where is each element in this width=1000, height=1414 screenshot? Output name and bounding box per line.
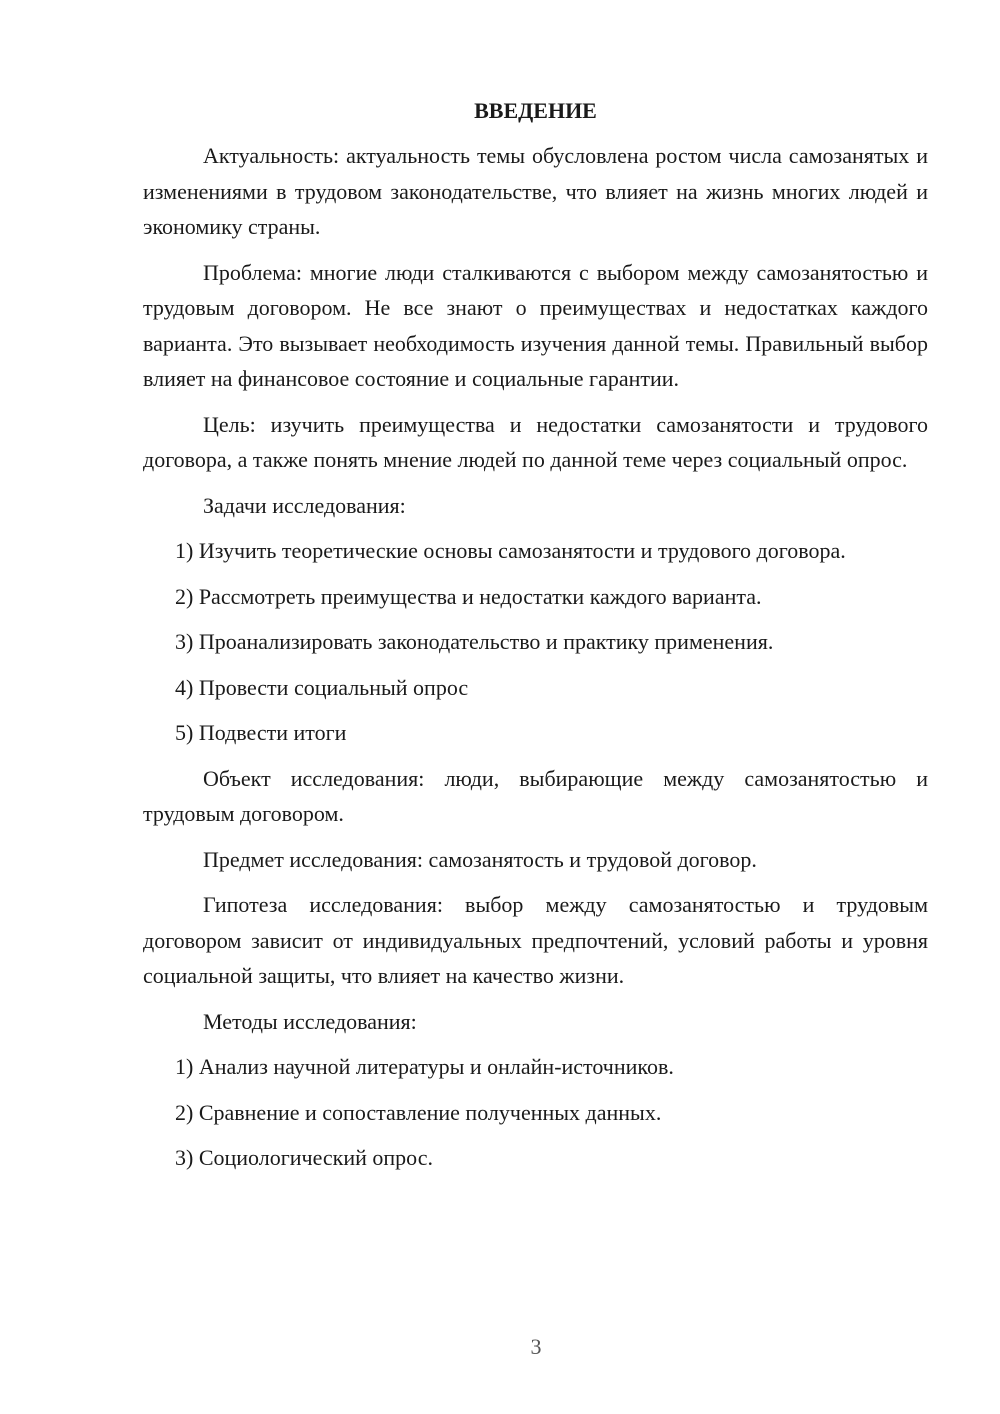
problem-paragraph: Проблема: многие люди сталкиваются с выбором между самозанятостью и трудовым договором. Не все знают о преимуществах и недостатках каждого варианта. Это вызывает необходимость изучения данной темы. Правильный выбор влияет на финансовое состояние и социальные гарантии. — [143, 259, 928, 391]
page-content — [143, 96, 928, 1186]
hypothesis-paragraph: Гипотеза исследования: выбор между самозанятостью и трудовым договором зависит от индивидуальных предпочтений, условий работы и уровня социальной защиты, что влияет на качество жизни. — [143, 892, 928, 988]
subject-paragraph: Предмет исследования: самозанятость и трудовой договор. — [203, 846, 757, 872]
task-item-4: 4) Провести социальный опрос — [175, 674, 469, 700]
methods-heading: Методы исследования: — [203, 1008, 417, 1034]
task-item-5: 5) Подвести итоги — [175, 720, 347, 745]
relevance-paragraph: Актуальность: актуальность темы обусловлена ростом числа самозанятых и изменениями в трудовом законодательстве, что влияет на жизнь многих людей и экономику страны. — [143, 143, 928, 239]
page-number: 3 — [530, 1334, 542, 1359]
method-item-2: 2) Сравнение и сопоставление полученных данных. — [175, 1099, 662, 1125]
task-item-3: 3) Проанализировать законодательство и практику применения. — [175, 629, 774, 654]
page-title: ВВЕДЕНИЕ — [474, 98, 597, 123]
tasks-heading: Задачи исследования: — [203, 492, 406, 518]
goal-paragraph: Цель: изучить преимущества и недостатки самозанятости и трудового договора, а также понять мнение людей по данной теме через социальный опрос. — [143, 411, 928, 472]
method-item-3: 3) Социологический опрос. — [175, 1145, 433, 1170]
object-paragraph: Объект исследования: люди, выбирающие между самозанятостью и трудовым договором. — [143, 765, 928, 826]
method-item-1: 1) Анализ научной литературы и онлайн-источников. — [175, 1054, 674, 1079]
task-item-1: 1) Изучить теоретические основы самозанятости и трудового договора. — [175, 538, 846, 563]
task-item-2: 2) Рассмотреть преимущества и недостатки каждого варианта. — [175, 583, 762, 609]
